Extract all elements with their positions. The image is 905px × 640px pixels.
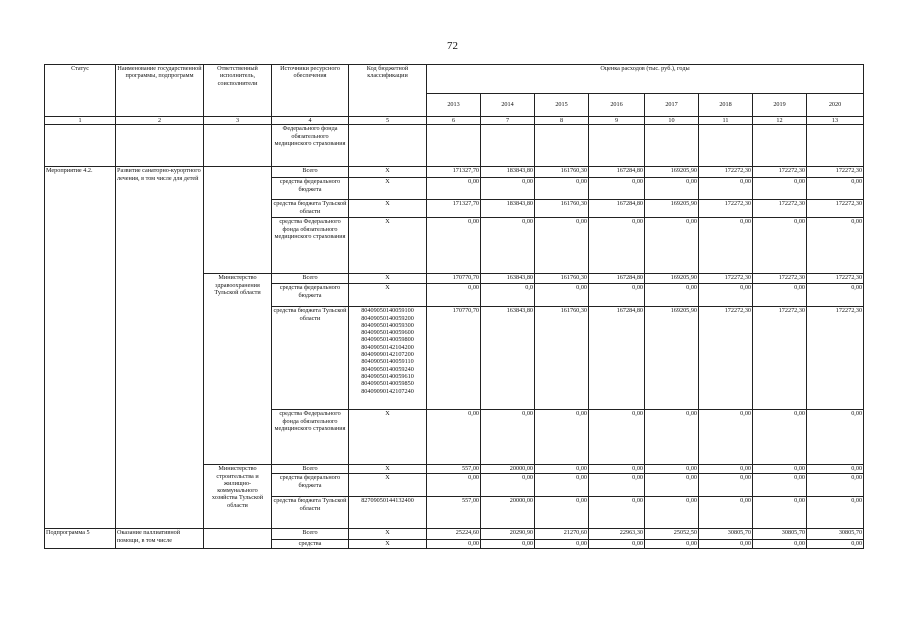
value-cell: 20000,00 <box>481 465 535 474</box>
value-cell <box>481 125 535 167</box>
subprogram-name-cell: Оказание паллиативной помощи, в том числе <box>116 529 204 549</box>
budget-code: 80409050140059200 <box>361 314 414 322</box>
header-expenses: Оценка расходов (тыс. руб.), годы <box>427 65 864 94</box>
value-cell: 0,00 <box>427 178 481 200</box>
value-cell: 0,00 <box>807 178 864 200</box>
code-cell: Х <box>349 410 427 465</box>
value-cell <box>699 125 753 167</box>
source-cell: средства федерального бюджета <box>272 284 349 307</box>
column-number-cell: 5 <box>349 117 427 125</box>
year-cell: 2018 <box>699 94 753 117</box>
value-cell: 172272,30 <box>807 200 864 218</box>
value-cell: 183843,80 <box>481 200 535 218</box>
column-numbers-row <box>45 117 864 125</box>
value-cell: 0,00 <box>589 497 645 529</box>
value-cell: 0,00 <box>535 410 589 465</box>
source-cell: средства бюджета Тульской области <box>272 200 349 218</box>
table-row <box>45 125 864 167</box>
value-cell: 25052,50 <box>645 529 699 540</box>
budget-code: 80409050140059240 <box>361 365 414 373</box>
value-cell: 0,00 <box>699 410 753 465</box>
value-cell: 0,00 <box>807 474 864 497</box>
value-cell: 169205,90 <box>645 167 699 178</box>
value-cell: 0,00 <box>589 465 645 474</box>
budget-code: 80409050140059850 <box>361 380 414 388</box>
value-cell: 0,00 <box>481 410 535 465</box>
value-cell: 0,00 <box>589 218 645 274</box>
value-cell: 0,00 <box>589 474 645 497</box>
value-cell: 0,00 <box>645 474 699 497</box>
value-cell: 0,00 <box>807 540 864 549</box>
value-cell: 161760,30 <box>535 200 589 218</box>
value-cell: 0,00 <box>645 218 699 274</box>
value-cell: 169205,90 <box>645 200 699 218</box>
value-cell: 0,00 <box>535 474 589 497</box>
budget-code: 80409050142104200 <box>361 343 414 351</box>
budget-code: 80409050140059610 <box>361 372 414 380</box>
source-cell: средства Федерального фонда обязательного медицинского страхования <box>272 410 349 465</box>
source-cell: Всего <box>272 274 349 284</box>
column-number-cell: 6 <box>427 117 481 125</box>
value-cell: 20000,00 <box>481 497 535 529</box>
source-cell: средства федерального бюджета <box>272 474 349 497</box>
value-cell: 161760,30 <box>535 167 589 178</box>
value-cell: 0,00 <box>535 284 589 307</box>
column-number-cell: 2 <box>116 117 204 125</box>
value-cell: 0,00 <box>699 284 753 307</box>
value-cell: 0,00 <box>427 474 481 497</box>
value-cell: 167284,80 <box>589 274 645 284</box>
name-cell <box>116 125 204 167</box>
column-number-cell: 7 <box>481 117 535 125</box>
value-cell: 0,00 <box>645 410 699 465</box>
value-cell: 172272,30 <box>699 307 753 410</box>
value-cell: 172272,30 <box>699 274 753 284</box>
value-cell: 0,0 <box>481 284 535 307</box>
value-cell: 169205,90 <box>645 274 699 284</box>
value-cell: 0,00 <box>427 218 481 274</box>
budget-code: 80409050140059600 <box>361 329 414 337</box>
value-cell: 169205,90 <box>645 307 699 410</box>
value-cell: 161760,30 <box>535 274 589 284</box>
value-cell: 183843,80 <box>481 167 535 178</box>
value-cell: 0,00 <box>753 540 807 549</box>
header-status: Статус <box>45 65 116 117</box>
value-cell: 172272,30 <box>753 307 807 410</box>
year-cell: 2014 <box>481 94 535 117</box>
code-cell: Х <box>349 529 427 540</box>
value-cell: 0,00 <box>753 284 807 307</box>
value-cell: 167284,80 <box>589 200 645 218</box>
source-cell: Всего <box>272 167 349 178</box>
budget-code: 80409090142107240 <box>361 387 414 395</box>
value-cell <box>589 125 645 167</box>
value-cell: 0,00 <box>535 465 589 474</box>
value-cell: 0,00 <box>699 540 753 549</box>
value-cell: 21270,60 <box>535 529 589 540</box>
value-cell: 170770,70 <box>427 307 481 410</box>
value-cell: 171327,70 <box>427 200 481 218</box>
code-cell: Х <box>349 274 427 284</box>
value-cell: 172272,30 <box>753 167 807 178</box>
value-cell: 171327,70 <box>427 167 481 178</box>
value-cell: 161760,30 <box>535 307 589 410</box>
value-cell: 0,00 <box>753 474 807 497</box>
value-cell: 0,00 <box>427 284 481 307</box>
value-cell: 0,00 <box>427 540 481 549</box>
value-cell: 0,00 <box>481 474 535 497</box>
value-cell: 30805,70 <box>753 529 807 540</box>
value-cell: 0,00 <box>807 410 864 465</box>
code-cell: Х <box>349 218 427 274</box>
value-cell: 0,00 <box>699 497 753 529</box>
source-cell: средства бюджета Тульской области <box>272 497 349 529</box>
header-name: Наименование государственной программы, подпрограмм <box>116 65 204 117</box>
subprogram-status-cell: Подпрограмма 5 <box>45 529 116 549</box>
value-cell: 0,00 <box>645 540 699 549</box>
value-cell <box>535 125 589 167</box>
value-cell: 22963,30 <box>589 529 645 540</box>
value-cell: 172272,30 <box>753 200 807 218</box>
value-cell: 0,00 <box>807 465 864 474</box>
value-cell: 170770,70 <box>427 274 481 284</box>
header-row <box>45 65 864 94</box>
value-cell: 167284,80 <box>589 167 645 178</box>
column-number-cell: 11 <box>699 117 753 125</box>
value-cell: 172272,30 <box>807 274 864 284</box>
source-cell: средства бюджета Тульской области <box>272 307 349 410</box>
value-cell: 20290,90 <box>481 529 535 540</box>
value-cell: 557,00 <box>427 497 481 529</box>
year-cell: 2015 <box>535 94 589 117</box>
source-cell: средства Федерального фонда обязательного медицинского страхования <box>272 218 349 274</box>
table-row <box>45 167 864 178</box>
value-cell: 0,00 <box>645 178 699 200</box>
code-cell: Х <box>349 200 427 218</box>
column-number-cell: 8 <box>535 117 589 125</box>
value-cell: 0,00 <box>589 284 645 307</box>
value-cell: 0,00 <box>589 540 645 549</box>
value-cell: 0,00 <box>699 465 753 474</box>
code-cell: Х <box>349 167 427 178</box>
value-cell: 0,00 <box>753 497 807 529</box>
budget-code: 80409050140059300 <box>361 321 414 329</box>
value-cell: 0,00 <box>807 218 864 274</box>
value-cell: 0,00 <box>481 218 535 274</box>
value-cell: 172272,30 <box>753 274 807 284</box>
year-cell: 2017 <box>645 94 699 117</box>
value-cell: 0,00 <box>807 284 864 307</box>
value-cell: 172272,30 <box>699 167 753 178</box>
value-cell: 0,00 <box>589 410 645 465</box>
responsible-construction-cell: Министерство строительства и жилищно-коммунального хозяйства Тульской области <box>204 465 272 529</box>
value-cell: 163843,80 <box>481 307 535 410</box>
code-cell: Х <box>349 178 427 200</box>
year-cell: 2016 <box>589 94 645 117</box>
value-cell <box>427 125 481 167</box>
budget-code: 80409050140059800 <box>361 336 414 344</box>
header-responsible: Ответственный исполнитель, соисполнители <box>204 65 272 117</box>
value-cell <box>753 125 807 167</box>
value-cell: 0,00 <box>481 540 535 549</box>
budget-code: 80409090142107200 <box>361 351 414 359</box>
column-number-cell: 10 <box>645 117 699 125</box>
value-cell: 172272,30 <box>699 200 753 218</box>
table-row <box>45 529 864 540</box>
value-cell: 0,00 <box>645 497 699 529</box>
value-cell: 0,00 <box>753 218 807 274</box>
source-cell: средства <box>272 540 349 549</box>
code-cell: Х <box>349 540 427 549</box>
column-number-cell: 3 <box>204 117 272 125</box>
value-cell: 163843,80 <box>481 274 535 284</box>
code-cell <box>349 307 427 410</box>
value-cell: 0,00 <box>535 178 589 200</box>
header-sources: Источники ресурсного обеспечения <box>272 65 349 117</box>
value-cell: 25224,60 <box>427 529 481 540</box>
source-cell: Всего <box>272 529 349 540</box>
budget-code: 80409050140059100 <box>361 307 414 315</box>
code-cell: 82709050144132400 <box>349 497 427 529</box>
event-name-cell: Развитие санаторно-курортного лечения, в том числе для детей <box>116 167 204 529</box>
value-cell: 0,00 <box>699 474 753 497</box>
value-cell: 30805,70 <box>807 529 864 540</box>
value-cell: 557,00 <box>427 465 481 474</box>
column-number-cell: 1 <box>45 117 116 125</box>
header-code: Код бюджетной классификации <box>349 65 427 117</box>
value-cell: 167284,80 <box>589 307 645 410</box>
value-cell: 0,00 <box>481 178 535 200</box>
value-cell: 0,00 <box>589 178 645 200</box>
value-cell: 0,00 <box>535 540 589 549</box>
column-number-cell: 4 <box>272 117 349 125</box>
event-responsible-cell <box>204 167 272 274</box>
value-cell: 172272,30 <box>807 167 864 178</box>
year-cell: 2020 <box>807 94 864 117</box>
year-cell: 2019 <box>753 94 807 117</box>
value-cell: 0,00 <box>753 178 807 200</box>
source-cell: Всего <box>272 465 349 474</box>
value-cell: 0,00 <box>753 410 807 465</box>
value-cell: 0,00 <box>753 465 807 474</box>
value-cell: 0,00 <box>699 178 753 200</box>
value-cell <box>349 125 427 167</box>
page-number: 72 <box>447 40 458 52</box>
value-cell: 30805,70 <box>699 529 753 540</box>
responsible-cell <box>204 125 272 167</box>
subprogram-responsible-cell <box>204 529 272 549</box>
column-number-cell: 12 <box>753 117 807 125</box>
source-cell: средства федерального бюджета <box>272 178 349 200</box>
code-cell: Х <box>349 284 427 307</box>
status-cell <box>45 125 116 167</box>
value-cell: 0,00 <box>807 497 864 529</box>
year-cell: 2013 <box>427 94 481 117</box>
value-cell: 172272,30 <box>807 307 864 410</box>
value-cell <box>807 125 864 167</box>
value-cell <box>645 125 699 167</box>
value-cell: 0,00 <box>535 497 589 529</box>
expenses-table <box>44 64 864 549</box>
event-status-cell: Мероприятие 4.2. <box>45 167 116 529</box>
value-cell: 0,00 <box>645 465 699 474</box>
column-number-cell: 9 <box>589 117 645 125</box>
value-cell: 0,00 <box>535 218 589 274</box>
value-cell: 0,00 <box>645 284 699 307</box>
value-cell: 0,00 <box>427 410 481 465</box>
column-number-cell: 13 <box>807 117 864 125</box>
value-cell: 0,00 <box>699 218 753 274</box>
responsible-health-cell: Министерство здравоохранения Тульской области <box>204 274 272 465</box>
code-cell: Х <box>349 465 427 474</box>
source-cell: Федерального фонда обязательного медицинского страхования <box>272 125 349 167</box>
code-cell: Х <box>349 474 427 497</box>
budget-code: 80409050140059110 <box>361 358 414 366</box>
